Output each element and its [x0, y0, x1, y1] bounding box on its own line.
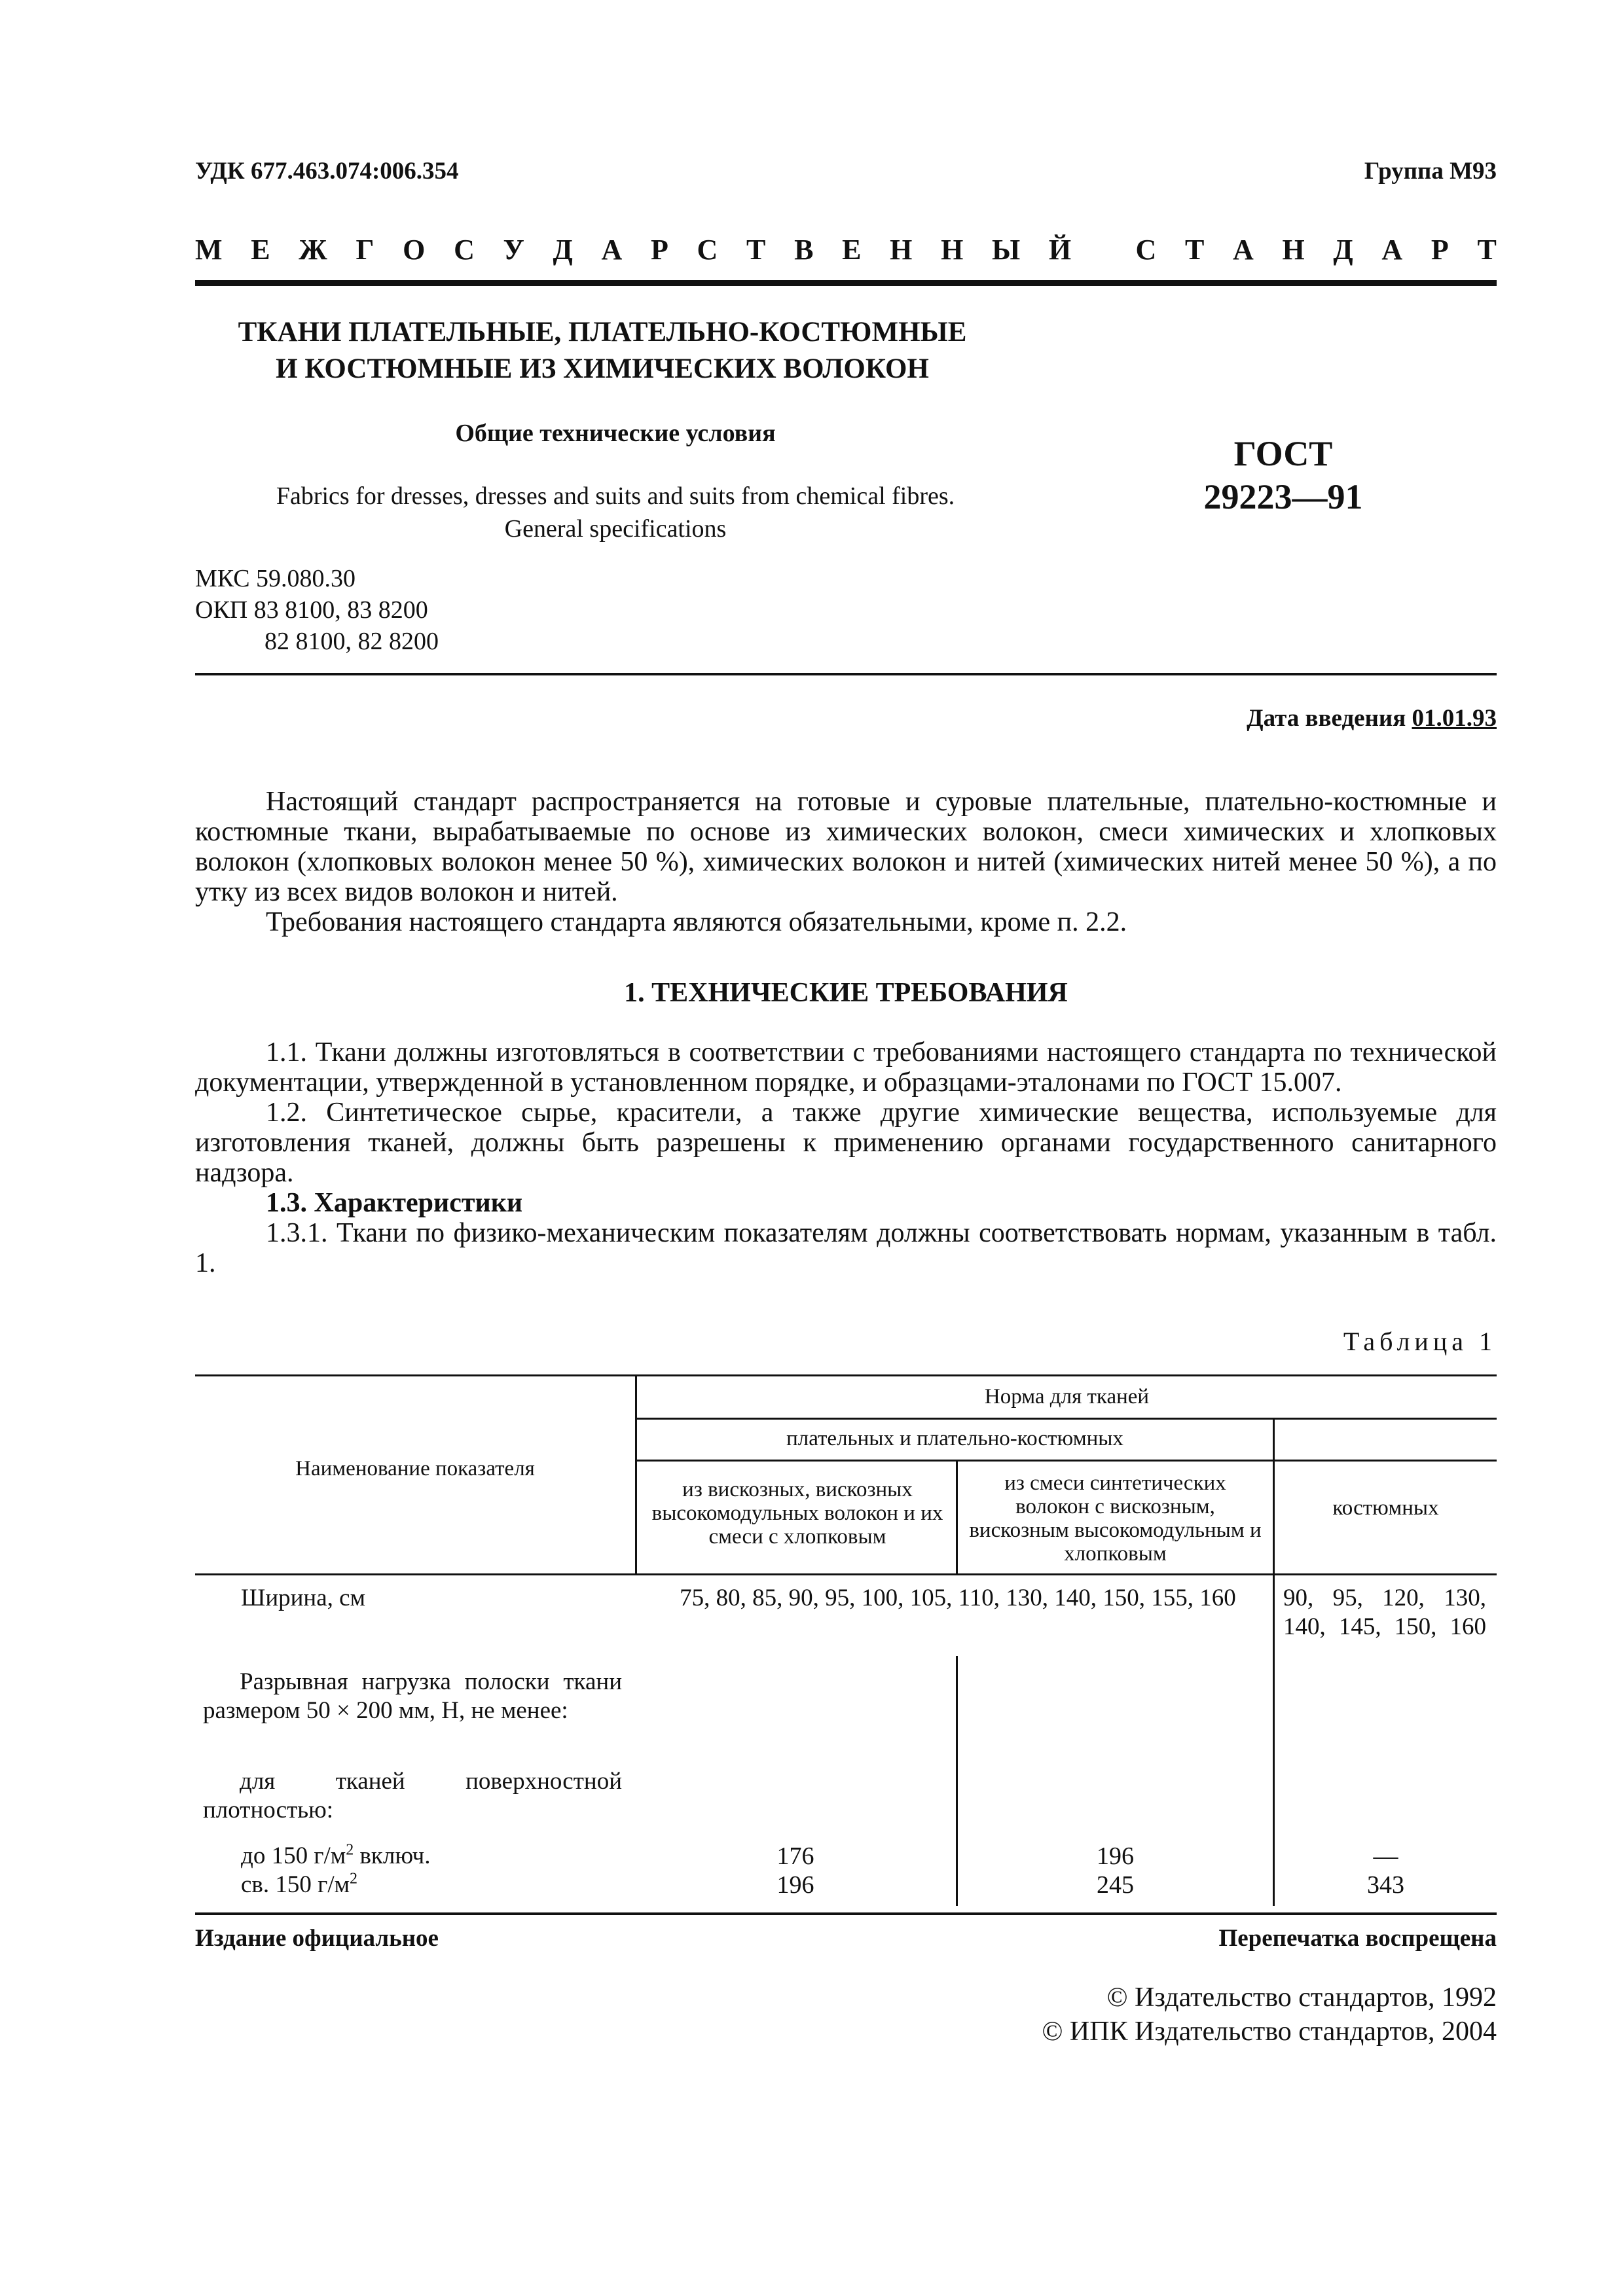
row-upto-viscose: 176 — [776, 1842, 814, 1870]
table-caption: Таблица 1 — [1343, 1327, 1497, 1356]
paragraph-1-2: 1.2. Синтетическое сырье, красители, а также другие химические вещества, используемые для изготовления тканей, должны быть разрешены к применению органами государственного санитарного надзора. — [195, 1098, 1497, 1188]
banner-letter: Р — [1431, 234, 1449, 266]
gost-code: 29223—91 — [1203, 477, 1363, 516]
banner-letter: Й — [1048, 234, 1072, 266]
classification-codes — [195, 563, 439, 657]
banner-letter: О — [403, 234, 426, 266]
superscript-2: 2 — [350, 1870, 358, 1888]
reprint-prohibited: Перепечатка воспрещена — [1218, 1925, 1497, 1952]
intro-text — [195, 787, 1497, 937]
banner-letter: Ж — [299, 234, 327, 266]
banner-letter: Р — [650, 234, 668, 266]
banner-letter: У — [503, 234, 524, 266]
mks-code: МКС 59.080.30 — [195, 565, 356, 592]
row-over-viscose: 196 — [776, 1871, 814, 1899]
banner-letter: Д — [553, 234, 573, 266]
banner-letter: А — [1233, 234, 1254, 266]
banner-letter: Е — [842, 234, 862, 266]
row-over-name — [241, 1871, 357, 1899]
udk-code: УДК 677.463.074:006.354 — [195, 158, 459, 185]
table-vline-3 — [1273, 1418, 1275, 1906]
banner-letter: Н — [941, 234, 964, 266]
paragraph-1-3-1: 1.3.1. Ткани по физико-механическим показателям должны соответствовать нормам, указанным в табл. 1. — [195, 1218, 1497, 1278]
banner-letter: В — [794, 234, 814, 266]
row-over-suit: 343 — [1367, 1871, 1404, 1899]
english-title-line-2: General specifications — [504, 515, 727, 543]
banner-letter: С — [454, 234, 475, 266]
banner-letter: Т — [1184, 234, 1205, 266]
row-load-name: Разрывная нагрузка полоски ткани размером 50 × 200 мм, Н, не менее: — [203, 1668, 622, 1724]
banner-letter: А — [601, 234, 623, 266]
english-title-line-1: Fabrics for dresses, dresses and suits and suits from chemical fibres. — [276, 482, 955, 510]
group-code: Группа М93 — [1364, 158, 1497, 185]
section-heading: 1. ТЕХНИЧЕСКИЕ ТРЕБОВАНИЯ — [624, 978, 1068, 1008]
table-top-rule — [195, 1374, 1497, 1376]
copyright-2004: © ИПК Издательство стандартов, 2004 — [1042, 2017, 1497, 2047]
section-text — [195, 1037, 1497, 1278]
banner-letter — [1100, 233, 1107, 266]
okp-code-2: 82 8100, 82 8200 — [264, 628, 439, 655]
banner-letter: Т — [746, 234, 766, 266]
specs-table — [195, 1374, 1497, 1906]
row-over-name-text: св. 150 г/м — [241, 1871, 350, 1898]
official-edition: Издание официальное — [195, 1925, 439, 1952]
codes-rule — [195, 673, 1497, 675]
table-rule-norm — [635, 1418, 1497, 1420]
header-suit: костюмных — [1332, 1496, 1439, 1520]
banner-letter: Е — [251, 234, 270, 266]
document-title — [196, 314, 1008, 387]
row-upto-suit: — — [1373, 1842, 1398, 1870]
paragraph-1-1: 1.1. Ткани должны изготовляться в соответствии с требованиями настоящего стандарта по технической документации, утвержденной в установленном порядке, и образцами-эталонами по ГОСТ 15.007. — [195, 1037, 1497, 1098]
title-line-1: ТКАНИ ПЛАТЕЛЬНЫЕ, ПЛАТЕЛЬНО-КОСТЮМНЫЕ — [238, 317, 967, 348]
row-density-name: для тканей поверхностной плотностью: — [203, 1768, 622, 1823]
header-norm: Норма для тканей — [984, 1385, 1150, 1408]
intro-paragraph-2: Требования настоящего стандарта являются обязательными, кроме п. 2.2. — [266, 907, 1127, 937]
english-title — [223, 480, 1008, 545]
banner-letter: М — [195, 234, 223, 266]
row-width-dress: 75, 80, 85, 90, 95, 100, 105, 110, 130, 140, 150, 155, 160 — [680, 1585, 1236, 1611]
paragraph-1-3: 1.3. Характеристики — [266, 1188, 523, 1218]
standard-banner — [195, 233, 1497, 266]
banner-letter: Н — [890, 234, 913, 266]
header-synthetic: из смеси синтетических волокон с вискозным, вискозным высокомодульным и хлопковым — [969, 1471, 1262, 1566]
header-indicator-name: Наименование показателя — [295, 1457, 535, 1480]
banner-letter: С — [697, 234, 718, 266]
header-viscose: из вискозных, вискозных высокомодульных волокон и их смеси с хлопковым — [651, 1478, 943, 1549]
copyright — [1042, 1981, 1497, 2049]
header-rule — [195, 280, 1497, 286]
banner-letter: Г — [356, 234, 374, 266]
date-value: 01.01.93 — [1412, 705, 1497, 732]
superscript-2: 2 — [346, 1841, 354, 1859]
banner-letter: С — [1135, 234, 1157, 266]
intro-paragraph-1: Настоящий стандарт распространяется на готовые и суровые плательные, плательно-костюмные и костюмные ткани, вырабатываемые по основе из химических волокон, смеси химических и хлопковых волокон (хлопковых волокон менее 50 %), химических волокон и нитей (химических нитей менее 50 %), а по утку из всех видов волокон и нитей. — [195, 787, 1497, 907]
gost-number — [1165, 432, 1401, 518]
okp-code-1: ОКП 83 8100, 83 8200 — [195, 596, 428, 624]
title-line-2: И КОСТЮМНЫЕ ИЗ ХИМИЧЕСКИХ ВОЛОКОН — [276, 353, 929, 384]
row-over-synthetic: 245 — [1097, 1871, 1134, 1899]
row-upto-synthetic: 196 — [1097, 1842, 1134, 1870]
header-dress: плательных и плательно-костюмных — [786, 1427, 1123, 1450]
banner-letter: Ы — [992, 234, 1021, 266]
row-upto-name-suffix: включ. — [354, 1842, 431, 1869]
row-width-name: Ширина, см — [241, 1585, 365, 1611]
banner-letter: Т — [1477, 234, 1497, 266]
gost-label: ГОСТ — [1233, 434, 1333, 473]
row-upto-name-text: до 150 г/м — [241, 1842, 346, 1869]
table-header-rule — [195, 1573, 1497, 1575]
table-vline-2 — [956, 1460, 958, 1573]
banner-letter: А — [1381, 234, 1403, 266]
banner-letter: Д — [1333, 234, 1353, 266]
row-width-suit: 90, 95, 120, 130, 140, 145, 150, 160 — [1283, 1585, 1486, 1640]
subtitle: Общие технические условия — [455, 420, 776, 447]
row-upto-name — [241, 1842, 430, 1871]
copyright-1992: © Издательство стандартов, 1992 — [1106, 1982, 1497, 2013]
table-rule-dress — [635, 1460, 1497, 1462]
banner-letter: Н — [1282, 234, 1305, 266]
introduction-date — [1247, 704, 1497, 732]
date-label: Дата введения — [1247, 705, 1406, 732]
footer-rule — [195, 1912, 1497, 1915]
